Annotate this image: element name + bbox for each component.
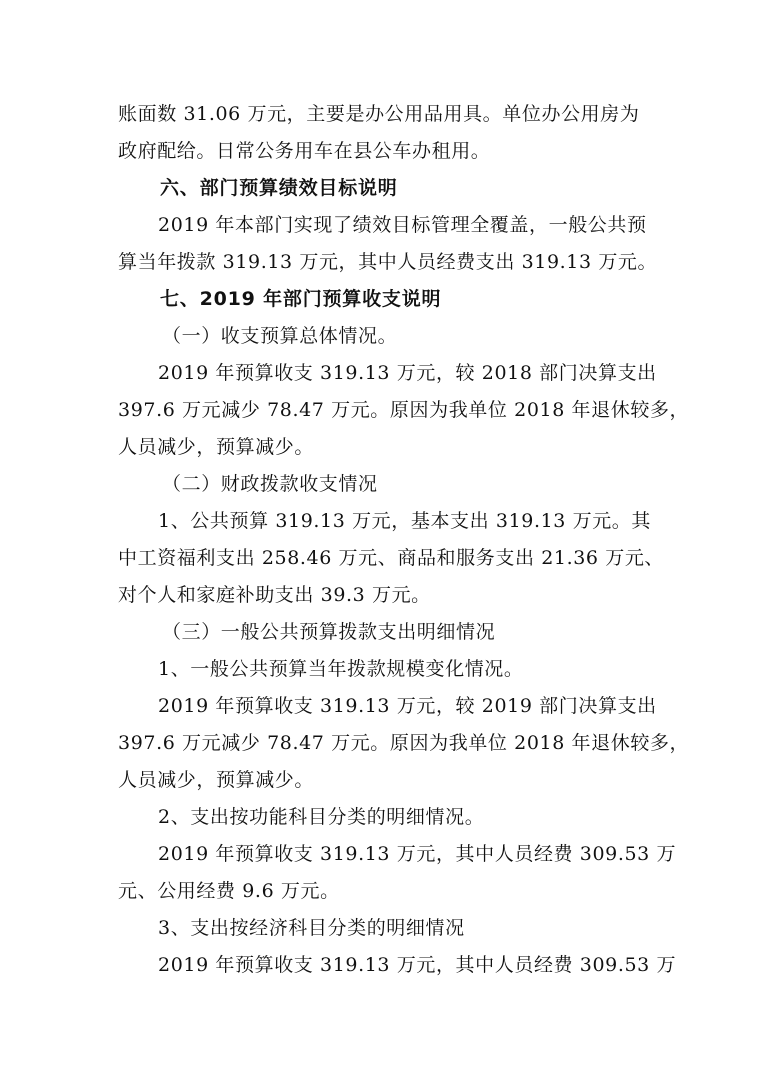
text-line: 2019 年预算收支 319.13 万元，较 2018 部门决算支出 [158, 362, 657, 384]
text-line: 2019 年预算收支 319.13 万元，其中人员经费 309.53 万 [158, 843, 677, 865]
text-line: 1、公共预算 319.13 万元，基本支出 319.13 万元。其 [158, 510, 652, 532]
text-line: 2019 年预算收支 319.13 万元，其中人员经费 309.53 万 [158, 954, 677, 976]
text-line: 397.6 万元减少 78.47 万元。原因为我单位 2018 年退休较多， [118, 399, 690, 421]
section-heading: 六、部门预算绩效目标说明 [160, 177, 398, 199]
text-line: 中工资福利支出 258.46 万元、商品和服务支出 21.36 万元、 [118, 547, 665, 569]
text-line: 人员减少，预算减少。 [118, 769, 315, 791]
subsection-heading: （三）一般公共预算拨款支出明细情况 [162, 621, 496, 643]
text-line: 政府配给。日常公务用车在县公车办租用。 [118, 140, 491, 162]
subsection-heading: （二）财政拨款收支情况 [162, 473, 378, 495]
text-line: 2019 年预算收支 319.13 万元，较 2019 部门决算支出 [158, 695, 657, 717]
subsection-heading: （一）收支预算总体情况。 [162, 325, 398, 347]
text-line: 元、公用经费 9.6 万元。 [118, 880, 340, 902]
text-line: 397.6 万元减少 78.47 万元。原因为我单位 2018 年退休较多， [118, 732, 690, 754]
text-line: 3、支出按经济科目分类的明细情况 [158, 917, 465, 939]
text-line: 人员减少，预算减少。 [118, 436, 315, 458]
text-line: 2、支出按功能科目分类的明细情况。 [158, 806, 485, 828]
text-line: 对个人和家庭补助支出 39.3 万元。 [118, 584, 431, 606]
text-line: 算当年拨款 319.13 万元，其中人员经费支出 319.13 万元。 [118, 251, 658, 273]
text-line: 账面数 31.06 万元，主要是办公用品用具。单位办公用房为 [118, 103, 640, 125]
text-line: 2019 年本部门实现了绩效目标管理全覆盖，一般公共预 [158, 214, 647, 236]
section-heading: 七、2019 年部门预算收支说明 [160, 288, 442, 310]
text-line: 1、一般公共预算当年拨款规模变化情况。 [158, 658, 524, 680]
